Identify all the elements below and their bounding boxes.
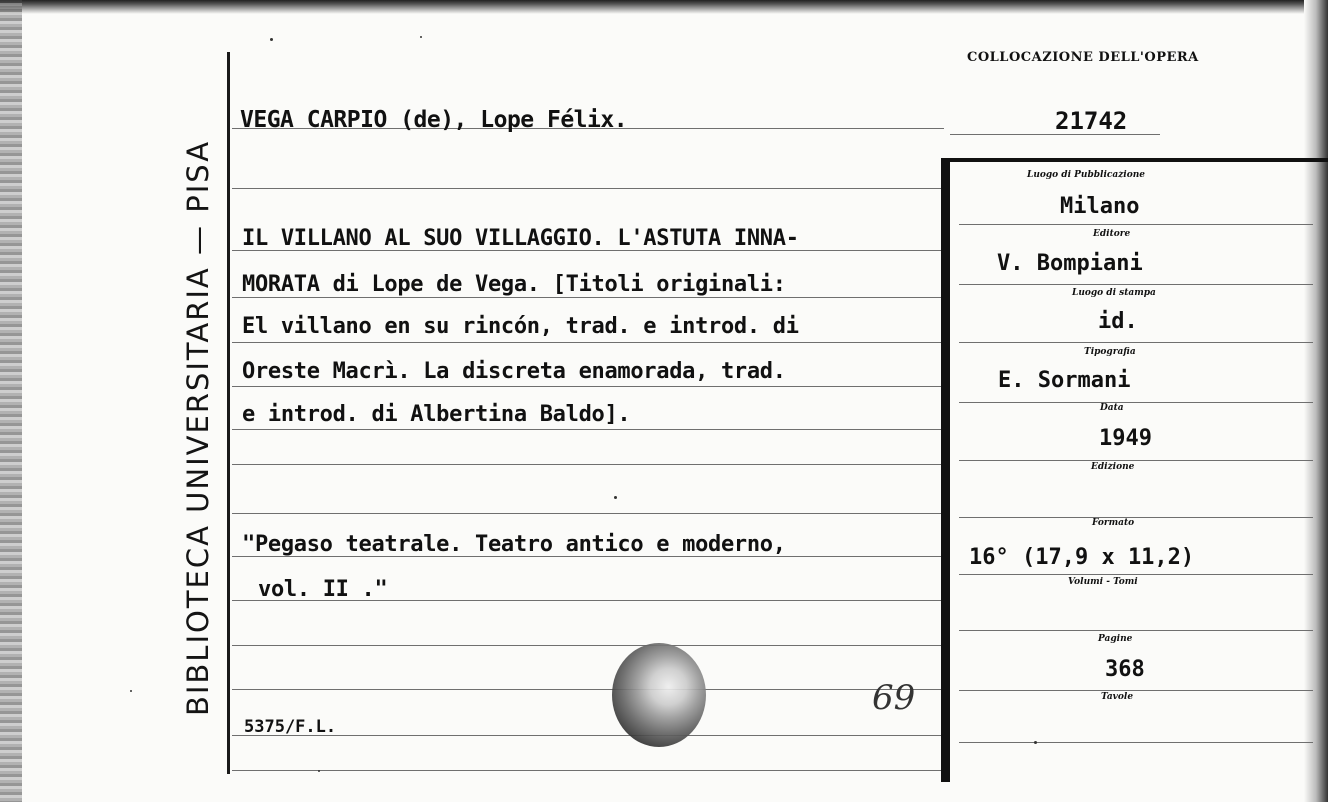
ruled-line [232,386,944,387]
catalog-number: 21742 [1055,107,1128,135]
printer-value: E. Sormani [998,368,1131,393]
print-place-label: Luogo di stampa [1072,288,1156,298]
title-line: MORATA di Lope de Vega. [Titoli originali: [242,272,786,297]
ruled-line [232,464,944,465]
pages-value: 368 [1105,657,1145,682]
card-top-edge [0,0,1328,14]
pages-label: Pagine [1098,634,1133,644]
format-value: 16° (17,9 x 11,2) [969,545,1195,570]
collocation-header: COLLOCAZIONE DELL'OPERA [967,50,1199,65]
ruled-line [959,574,1313,575]
place-value: Milano [1060,194,1140,219]
title-line: Oreste Macrì. La discreta enamorada, trad. [242,359,786,384]
ruled-line [232,689,944,690]
ruled-line [959,342,1313,343]
ruled-line [232,429,944,430]
ruled-line [232,188,944,189]
card-left-edge [0,0,22,802]
ruled-line [959,630,1313,631]
vertical-rule [227,52,230,774]
ink-speck [270,38,273,41]
ruled-line [959,402,1313,403]
ruled-line [232,342,944,343]
handwritten-number: 69 [872,678,916,718]
ink-speck [1034,741,1037,744]
date-label: Data [1100,403,1124,413]
library-name-vertical: BIBLIOTECA UNIVERSITARIA — PISA [181,139,215,717]
ruled-line [232,735,944,736]
ink-speck [614,496,617,499]
title-line: e introd. di Albertina Baldo]. [242,402,631,427]
publisher-value: V. Bompiani [997,251,1143,276]
printer-label: Tipografia [1084,347,1136,357]
publisher-label: Editore [1093,229,1131,239]
volumes-label: Volumi - Tomi [1068,577,1138,587]
author-heading: VEGA CARPIO (de), Lope Félix. [240,107,628,133]
library-stamp [612,643,706,747]
ink-speck [318,770,320,772]
ruled-line [959,517,1313,518]
ruled-line [959,690,1313,691]
ruled-line [232,770,944,771]
ruled-line [959,460,1313,461]
title-line: IL VILLANO AL SUO VILLAGGIO. L'ASTUTA INNA- [242,226,799,251]
place-label: Luogo di Pubblicazione [1027,170,1145,180]
edition-label: Edizione [1091,462,1135,472]
format-label: Formato [1092,518,1135,528]
ruled-line [959,224,1313,225]
print-place-value: id. [1098,309,1138,334]
ruled-line [232,297,944,298]
ruled-line [959,284,1313,285]
ruled-line [959,742,1313,743]
plates-label: Tavole [1101,692,1134,702]
ruled-line [232,513,944,514]
ruled-line [232,645,944,646]
series-line: "Pegaso teatrale. Teatro antico e moderno, [242,532,786,557]
series-line: vol. II ." [258,577,388,602]
ink-speck [420,36,422,38]
ink-speck [130,690,132,692]
date-value: 1949 [1099,426,1152,451]
title-line: El villano en su rincón, trad. e introd. di [242,314,799,339]
shelfmark: 5375/F.L. [244,717,337,737]
